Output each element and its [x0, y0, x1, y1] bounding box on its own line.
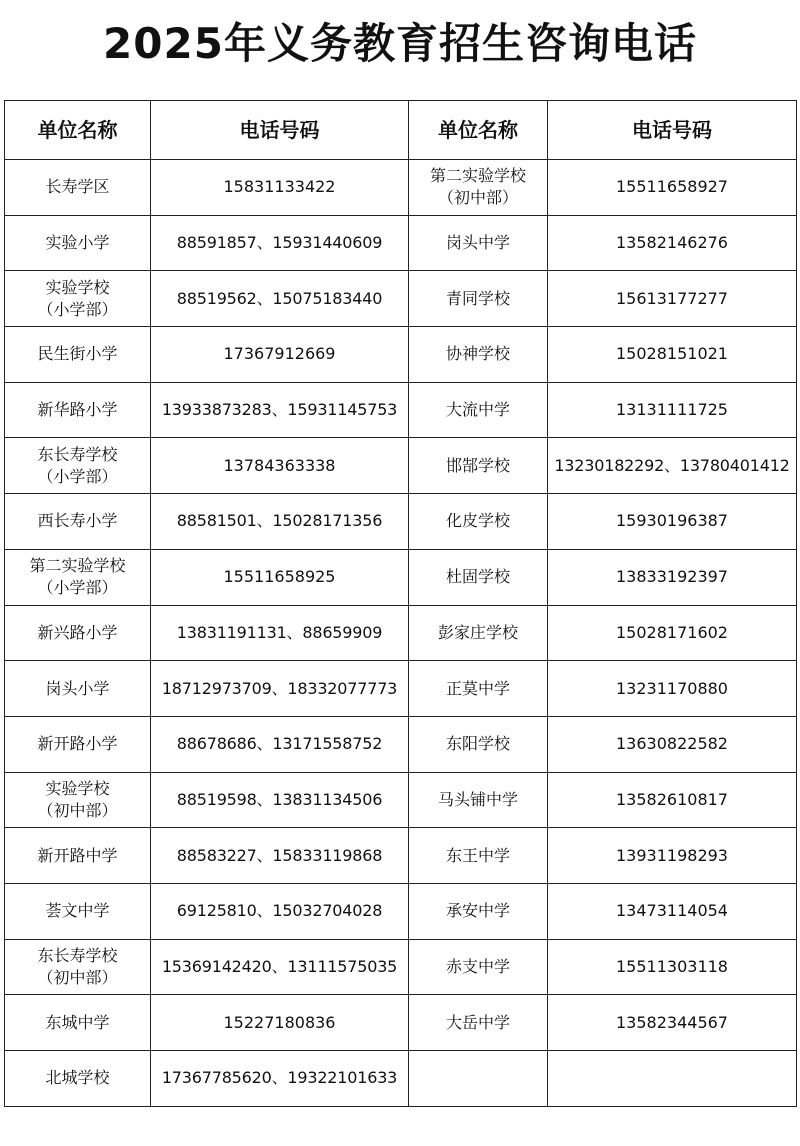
phone-number-left: 15227180836: [151, 995, 409, 1051]
unit-name-left: [5, 1051, 151, 1107]
header-phone-left: 电话号码: [151, 101, 409, 160]
table-row: [5, 549, 797, 605]
phone-number-left: 17367912669: [151, 327, 409, 383]
phone-number-left: 13831191131、88659909: [151, 605, 409, 661]
unit-name-line: 承安中学: [445, 901, 510, 921]
phone-number-right: 13931198293: [548, 828, 797, 884]
phone-number-left: 88678686、13171558752: [151, 716, 409, 772]
unit-name-line: 青同学校: [445, 288, 510, 308]
unit-name-line: 实验小学: [45, 233, 110, 253]
unit-name-line: 大流中学: [445, 400, 510, 420]
unit-name-line: 化皮学校: [445, 511, 510, 531]
phone-number-left: 69125810、15032704028: [151, 883, 409, 939]
unit-name-line: 东长寿学校: [37, 444, 118, 464]
unit-name-line: （初中部）: [37, 967, 118, 987]
unit-name-left: [5, 215, 151, 271]
unit-name-line: 西长寿小学: [37, 511, 118, 531]
table-row: [5, 605, 797, 661]
table-row: [5, 939, 797, 995]
phone-number-right: 15930196387: [548, 494, 797, 550]
phone-number-left: 18712973709、18332077773: [151, 661, 409, 717]
phone-number-right: 15613177277: [548, 271, 797, 327]
phone-number-right: 13582146276: [548, 215, 797, 271]
unit-name-line: 新开路中学: [37, 845, 118, 865]
unit-name-line: （初中部）: [437, 188, 518, 208]
unit-name-right: [409, 271, 548, 327]
unit-name-line: （小学部）: [37, 466, 118, 486]
unit-name-right: [409, 828, 548, 884]
unit-name-left: [5, 438, 151, 494]
phone-number-left: 88519598、13831134506: [151, 772, 409, 828]
phone-number-right: 13230182292、13780401412: [548, 438, 797, 494]
unit-name-line: 新开路小学: [37, 734, 118, 754]
unit-name-line: （小学部）: [37, 578, 118, 598]
unit-name-left: [5, 939, 151, 995]
unit-name-line: 第二实验学校: [29, 556, 126, 576]
phone-number-left: 13933873283、15931145753: [151, 382, 409, 438]
unit-name-line: 岗头小学: [45, 678, 110, 698]
phone-number-left: 15369142420、13111575035: [151, 939, 409, 995]
table-row: [5, 995, 797, 1051]
table-row: [5, 438, 797, 494]
unit-name-right: [409, 160, 548, 216]
phone-number-left: 88591857、15931440609: [151, 215, 409, 271]
unit-name-line: （初中部）: [37, 800, 118, 820]
unit-name-line: 实验学校: [45, 778, 110, 798]
unit-name-line: 邯郜学校: [445, 455, 510, 475]
unit-name-left: [5, 995, 151, 1051]
phone-number-right: 13131111725: [548, 382, 797, 438]
unit-name-line: 实验学校: [45, 277, 110, 297]
unit-name-line: 民生街小学: [37, 344, 118, 364]
unit-name-line: 岗头中学: [445, 233, 510, 253]
unit-name-line: 东长寿学校: [37, 945, 118, 965]
unit-name-right: [409, 772, 548, 828]
unit-name-right: [409, 382, 548, 438]
phone-number-left: 88581501、15028171356: [151, 494, 409, 550]
table-body: [5, 160, 797, 1107]
unit-name-left: [5, 494, 151, 550]
unit-name-right: [409, 1051, 548, 1107]
phone-number-left: 17367785620、19322101633: [151, 1051, 409, 1107]
phone-number-right: 15028151021: [548, 327, 797, 383]
phone-number-right: 13630822582: [548, 716, 797, 772]
phone-number-left: 13784363338: [151, 438, 409, 494]
unit-name-line: 北城学校: [45, 1068, 110, 1088]
unit-name-line: 赤支中学: [445, 956, 510, 976]
unit-name-left: [5, 327, 151, 383]
table-row: [5, 1051, 797, 1107]
table-row: [5, 772, 797, 828]
unit-name-left: [5, 605, 151, 661]
unit-name-line: 新华路小学: [37, 400, 118, 420]
phone-number-right: [548, 1051, 797, 1107]
phone-number-right: 15028171602: [548, 605, 797, 661]
unit-name-line: 杜固学校: [445, 567, 510, 587]
unit-name-left: [5, 661, 151, 717]
phone-number-right: 13231170880: [548, 661, 797, 717]
phone-number-right: 15511303118: [548, 939, 797, 995]
page-title: 2025年义务教育招生咨询电话: [103, 19, 697, 68]
unit-name-left: [5, 772, 151, 828]
unit-name-left: [5, 883, 151, 939]
unit-name-line: 东城中学: [45, 1012, 110, 1032]
table-row: [5, 160, 797, 216]
phone-number-right: 13473114054: [548, 883, 797, 939]
unit-name-right: [409, 605, 548, 661]
header-unit-name-right: 单位名称: [409, 101, 548, 160]
unit-name-left: [5, 549, 151, 605]
unit-name-line: （小学部）: [37, 299, 118, 319]
header-unit-name-left: 单位名称: [5, 101, 151, 160]
unit-name-right: [409, 883, 548, 939]
unit-name-line: 长寿学区: [45, 177, 110, 197]
unit-name-right: [409, 438, 548, 494]
table-row: [5, 494, 797, 550]
header-phone-right: 电话号码: [548, 101, 797, 160]
unit-name-line: 东阳学校: [445, 734, 510, 754]
unit-name-right: [409, 939, 548, 995]
phone-number-left: 88519562、15075183440: [151, 271, 409, 327]
unit-name-left: [5, 271, 151, 327]
phone-number-left: 15511658925: [151, 549, 409, 605]
unit-name-left: [5, 716, 151, 772]
unit-name-left: [5, 160, 151, 216]
unit-name-line: 东王中学: [445, 845, 510, 865]
table-row: [5, 883, 797, 939]
phone-number-left: 88583227、15833119868: [151, 828, 409, 884]
unit-name-line: 协神学校: [445, 344, 510, 364]
table-row: [5, 716, 797, 772]
unit-name-line: 马头铺中学: [437, 789, 518, 809]
table-row: [5, 215, 797, 271]
table-row: [5, 828, 797, 884]
phone-number-right: 15511658927: [548, 160, 797, 216]
unit-name-right: [409, 327, 548, 383]
unit-name-line: 彭家庄学校: [437, 622, 518, 642]
unit-name-right: [409, 549, 548, 605]
table-row: [5, 327, 797, 383]
header-row: [5, 101, 797, 160]
unit-name-line: 第二实验学校: [429, 166, 526, 186]
unit-name-right: [409, 215, 548, 271]
unit-name-line: 大岳中学: [445, 1012, 510, 1032]
phone-number-left: 15831133422: [151, 160, 409, 216]
unit-name-right: [409, 661, 548, 717]
table-row: [5, 661, 797, 717]
phone-number-right: 13833192397: [548, 549, 797, 605]
unit-name-right: [409, 716, 548, 772]
unit-name-left: [5, 382, 151, 438]
unit-name-line: 荟文中学: [45, 901, 110, 921]
unit-name-left: [5, 828, 151, 884]
unit-name-right: [409, 494, 548, 550]
phone-number-right: 13582610817: [548, 772, 797, 828]
unit-name-right: [409, 995, 548, 1051]
unit-name-line: 新兴路小学: [37, 622, 118, 642]
unit-name-line: 正莫中学: [445, 678, 510, 698]
table-row: [5, 382, 797, 438]
phone-table: [4, 100, 797, 1107]
table-row: [5, 271, 797, 327]
phone-number-right: 13582344567: [548, 995, 797, 1051]
